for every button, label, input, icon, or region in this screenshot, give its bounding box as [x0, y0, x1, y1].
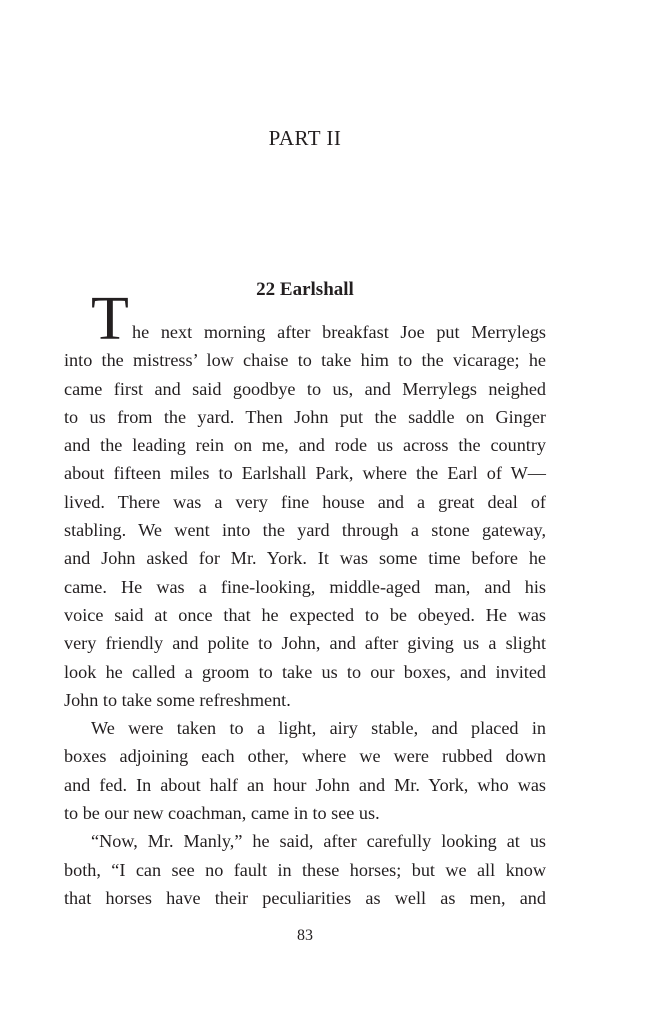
text-line: lived. There was a very fine house and a great deal of	[64, 491, 546, 512]
text-line: very friendly and polite to John, and after giving us a slight	[64, 633, 546, 654]
text-line: to us from the yard. Then John put the saddle on Ginger	[64, 406, 546, 427]
text-line: into the mistress’ low chaise to take him to the vicarage; he	[64, 350, 546, 371]
text-line: both, “I can see no fault in these horses; but we all know	[64, 859, 546, 880]
text-line: boxes adjoining each other, where we were rubbed down	[64, 746, 546, 767]
text-line: and fed. In about half an hour John and Mr. York, who was	[64, 774, 546, 795]
part-title: PART II	[268, 126, 342, 150]
text-line: came first and said goodbye to us, and Merrylegs neighed	[64, 378, 546, 399]
text-line: and the leading rein on me, and rode us across the country	[64, 435, 546, 456]
paragraph-2	[64, 714, 546, 827]
text-line: voice said at once that he expected to be obeyed. He was	[64, 604, 546, 625]
drop-cap: T	[91, 285, 129, 353]
paragraph-3	[64, 827, 546, 912]
chapter-title: 22 Earlshall	[256, 279, 354, 300]
text-line: about fifteen miles to Earlshall Park, where the Earl of W—	[64, 463, 546, 484]
text-line: “Now, Mr. Manly,” he said, after carefully looking at us	[91, 831, 546, 852]
text-line: look he called a groom to take us to our boxes, and invited	[64, 661, 546, 682]
text-line: that horses have their peculiarities as well as men, and	[64, 887, 546, 908]
text-line: came. He was a fine-looking, middle-aged man, and his	[64, 576, 546, 597]
text-line: We were taken to a light, airy stable, and placed in	[91, 718, 546, 739]
page-number: 83	[297, 927, 313, 944]
paragraph-1	[64, 318, 546, 714]
text-line: and John asked for Mr. York. It was some time before he	[64, 548, 546, 569]
text-line: he next morning after breakfast Joe put Merrylegs	[132, 322, 546, 342]
text-line: stabling. We went into the yard through a stone gateway,	[64, 520, 546, 541]
text-line: to be our new coachman, came in to see us.	[64, 803, 380, 824]
text-line: John to take some refreshment.	[64, 689, 291, 710]
